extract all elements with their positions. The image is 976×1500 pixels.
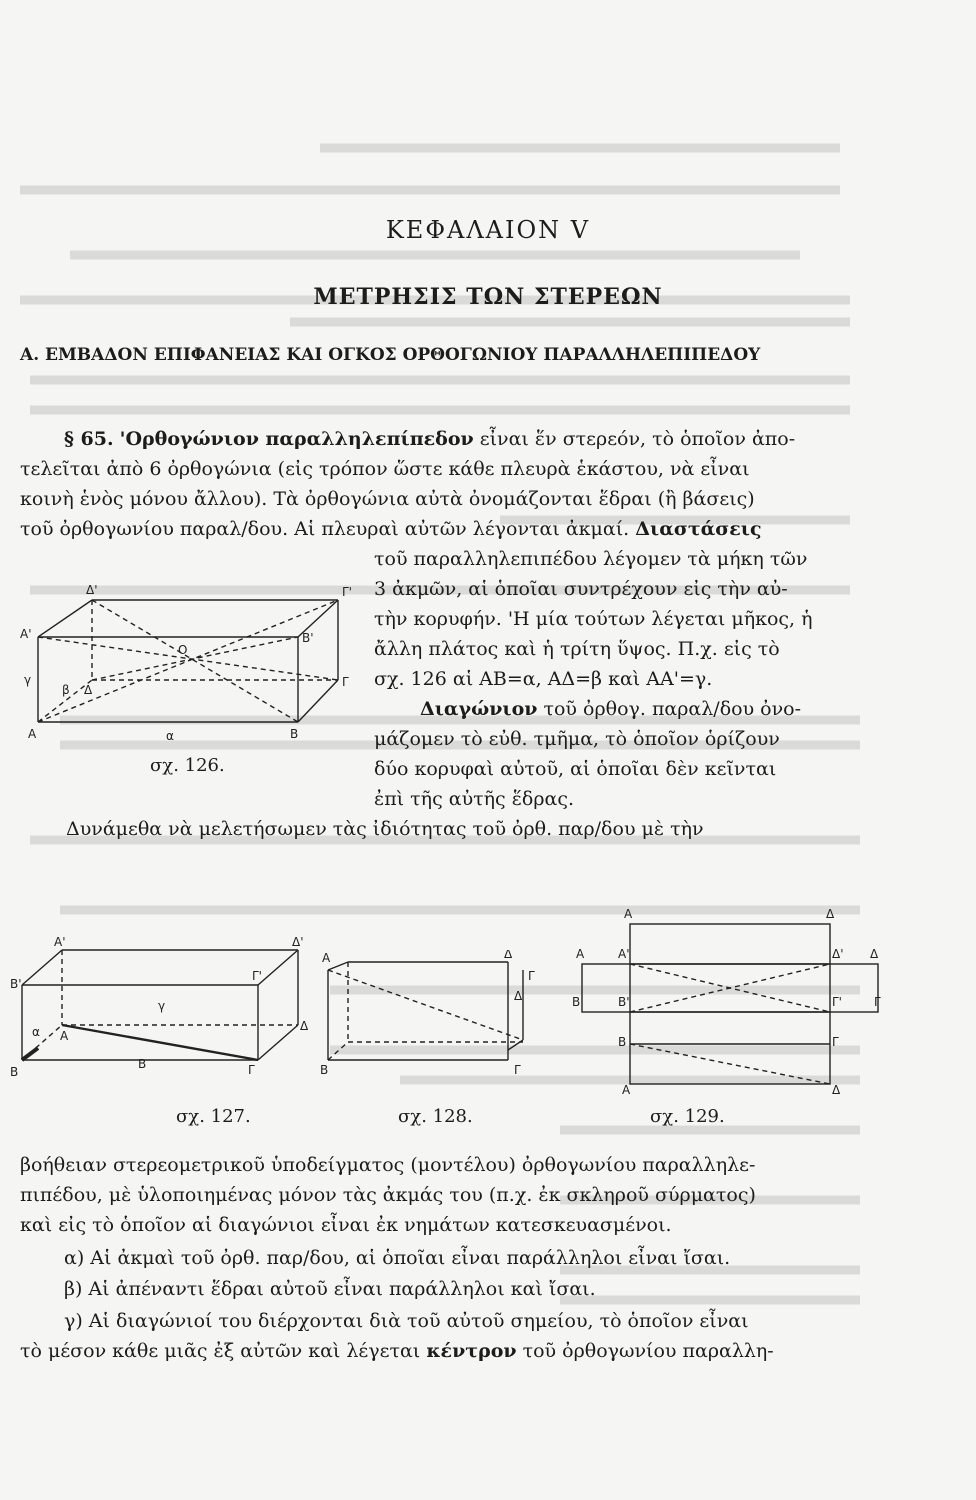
label-d-bottom: Δ [832,1083,841,1096]
para1-line-4-text: τοῦ ὀρθογωνίου παραλ/δου. Αἱ πλευραὶ αὐτῶν λέγονται ἀκμαί. [20,518,630,540]
label-d: Δ [84,683,93,697]
label-b-bottom: Β [618,1035,627,1049]
label-d: Δ [300,1019,308,1033]
label-gamma: γ [24,673,32,687]
property-c-line-2-text: τὸ μέσον κάθε μιᾶς ἐξ αὐτῶν καὶ λέγεται [20,1340,421,1362]
label-o: Ο [178,643,188,657]
label-a: Α [322,951,331,965]
property-c-line-1: γ) Αἱ διαγώνιοί του διέρχονται διὰ τοῦ αὐτοῦ σημείου, τὸ ὁποῖον εἶναι [64,1310,749,1332]
figure-128 [318,950,548,1080]
label-d-prime: Δ' [832,947,844,961]
section-heading: Α. ΕΜΒΑΔΟΝ ΕΠΙΦΑΝΕΙΑΣ ΚΑΙ ΟΓΚΟΣ ΟΡΘΟΓΩΝΙΟΥ ΠΑΡΑΛΛΗΛΕΠΙΠΕΔΟΥ [20,345,761,365]
chapter-subtitle: ΜΕΤΡΗΣΙΣ ΤΩΝ ΣΤΕΡΕΩΝ [313,284,663,310]
label-d-prime: Δ' [86,583,98,597]
label-d-top: Δ [504,950,513,961]
para1-line-4 [20,518,762,540]
para1-line-11: μάζομεν τὸ εὐθ. τμῆμα, τὸ ὁποῖον ὁρίζουν [374,728,780,750]
figure-126-caption: σχ. 126. [150,755,225,776]
label-d-side: Δ [514,989,523,1003]
label-a: Α [60,1029,69,1043]
label-a-prime: Α' [20,627,32,641]
label-g-prime: Γ' [832,995,842,1009]
figure-127 [8,930,308,1080]
label-b-prime: Β' [618,995,630,1009]
label-g: Γ [514,1063,521,1077]
label-b-prime: Β' [302,631,314,645]
label-g-bottom: Γ [832,1035,839,1049]
para1-line-6: 3 ἀκμῶν, αἱ ὁποῖαι συντρέχουν εἰς τὴν αὐ- [374,578,788,600]
para1-line-3: κοινὴ ἑνὸς μόνου ἄλλου). Τὰ ὀρθογώνια αὐτὰ ὀνομάζονται ἕδραι (ἢ βάσεις) [20,488,755,510]
para1-line-2: τελεῖται ἀπὸ 6 ὀρθογώνια (εἰς τρόπον ὥστε κάθε πλευρὰ ἑκάστου, νὰ εἶναι [20,458,750,480]
figure-128-drawing [318,950,548,1080]
label-b-inner: Β [138,1057,147,1071]
para1-line-14: Δυνάμεθα νὰ μελετήσωμεν τὰς ἰδιότητας τοῦ ὀρθ. παρ/δου μὲ τὴν [66,818,704,840]
term-dimensions: Διαστάσεις [635,518,762,540]
label-b: Β [10,1065,19,1079]
figure-129 [570,906,890,1096]
chapter-heading: ΚΕΦΑΛΑΙΟΝ V [385,216,591,244]
para1-line-8: ἄλλη πλάτος καὶ ἡ τρίτη ὕψος. Π.χ. εἰς τὸ [374,638,780,660]
figure-129-drawing [570,906,890,1096]
para1-line-1-text: εἶναι ἕν στερεόν, τὸ ὁποῖον ἀπο- [479,428,796,450]
label-a-top: Α [624,907,633,921]
label-a-prime: Α' [618,947,630,961]
label-g-prime: Γ' [252,969,262,983]
label-alpha: α [166,729,174,743]
property-c-line-2 [20,1340,774,1362]
para1-line-5: τοῦ παραλληλεπιπέδου λέγομεν τὰ μήκη τῶν [374,548,808,570]
figure-128-caption: σχ. 128. [398,1106,473,1127]
section-number: § 65. [64,428,114,450]
label-d-right: Δ [870,947,879,961]
label-a-prime: Α' [54,935,66,949]
label-a-left: Α [576,947,585,961]
property-a: α) Αἱ ἀκμαὶ τοῦ ὀρθ. παρ/δου, αἱ ὁποῖαι εἶναι παράλληλοι εἶναι ἴσαι. [64,1247,731,1269]
label-beta: β [62,683,70,697]
label-g-prime: Γ' [342,585,352,599]
figure-126-drawing [18,582,358,762]
para2-line-3: καὶ εἰς τὸ ὁποῖον αἱ διαγώνιοι εἶναι ἐκ νημάτων κατεσκευασμένοι. [20,1214,672,1236]
para1-line-12: δύο κορυφαὶ αὐτοῦ, αἱ ὁποῖαι δὲν κεῖνται [374,758,777,780]
para2-line-1: βοήθειαν στερεομετρικοῦ ὑποδείγματος (μοντέλου) ὀρθογωνίου παραλληλε- [20,1154,756,1176]
label-g: Γ [342,675,349,689]
para2-line-2: πιπέδου, μὲ ὑλοποιημένας μόνον τὰς ἀκμάς του (π.χ. ἐκ σκληροῦ σύρματος) [20,1184,756,1206]
label-b: Β [320,1063,329,1077]
label-d-prime: Δ' [292,935,304,949]
para1-line-7: τὴν κορυφήν. 'Η μία τούτων λέγεται μῆκος, ἡ [374,608,813,630]
term-parallelepiped: 'Ορθογώνιον παραλληλεπίπεδον [119,428,474,450]
property-b: β) Αἱ ἀπέναντι ἕδραι αὐτοῦ εἶναι παράλληλοι καὶ ἴσαι. [64,1278,596,1300]
property-c-line-2-end: τοῦ ὀρθογωνίου παραλλη- [522,1340,774,1362]
para1-line-10-text: τοῦ ὀρθογ. παραλ/δου ὀνο- [543,698,802,720]
term-diagonal: Διαγώνιον [420,698,538,720]
label-a: Α [28,727,37,741]
term-center: κέντρον [426,1340,517,1362]
label-d-top: Δ [826,907,835,921]
para1-line-13: ἐπὶ τῆς αὐτῆς ἕδρας. [374,788,575,810]
figure-129-caption: σχ. 129. [650,1106,725,1127]
label-alpha: α [32,1025,40,1039]
label-g-right: Γ [874,995,881,1009]
figure-126 [18,582,358,762]
label-b-prime: Β' [10,977,22,991]
label-b-left: Β [572,995,581,1009]
label-g: Γ [248,1063,255,1077]
label-b: Β [290,727,299,741]
label-gamma: γ [158,999,166,1013]
para1-line-10 [420,698,801,720]
para1-line-9: σχ. 126 αἱ ΑΒ=α, ΑΔ=β καὶ ΑΑ'=γ. [374,668,713,690]
para1-line-1 [64,428,795,450]
label-g-top: Γ [528,969,535,983]
figure-127-caption: σχ. 127. [176,1106,251,1127]
label-a-bottom: Α [622,1083,631,1096]
figure-127-drawing [8,930,308,1080]
